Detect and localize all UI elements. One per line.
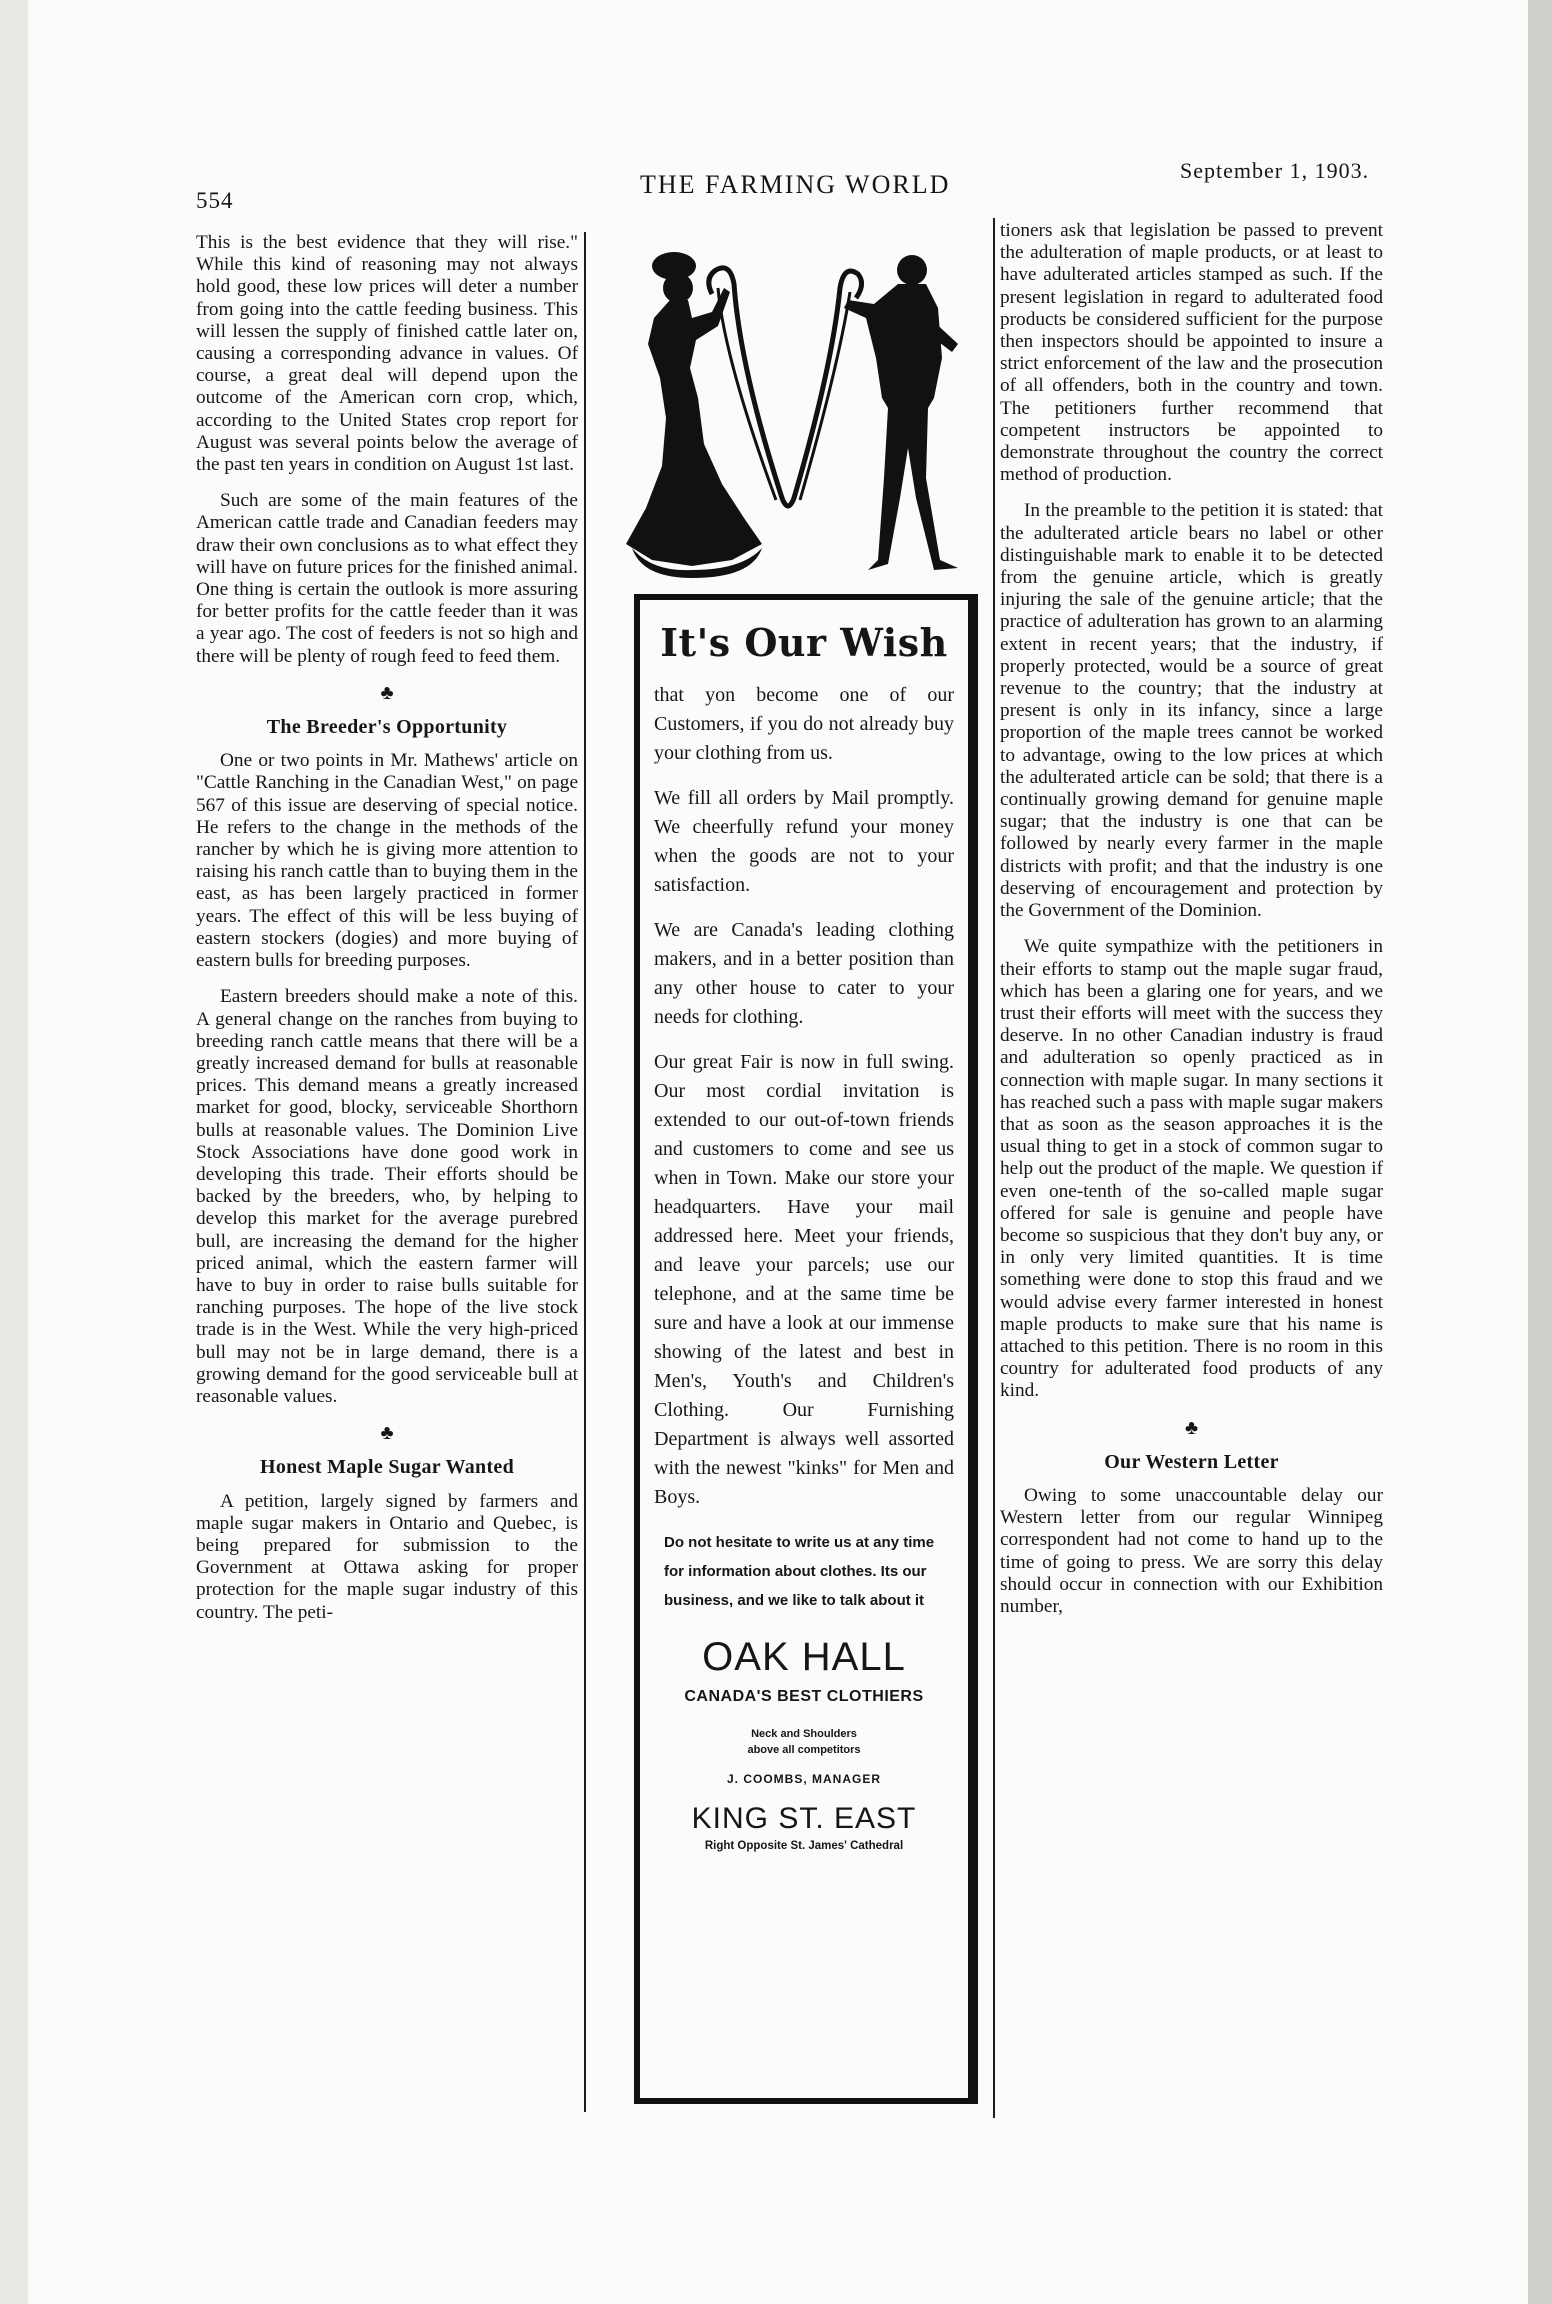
page-number: 554	[196, 188, 234, 213]
left-paragraph-4: Eastern breeders should make a note of this. A general change on the ranches from buying to breeding ranch cattle means that there will be a greatly increased demand for bulls at reasonable prices. This demand means a greatly increased market for good, blocky, serviceable Shorthorn bulls at reasonable values. The Dominion Live Stock Associations have done good work in developing this trade. Their efforts should be backed by the breeders, who, by helping to develop this market for the average purebred bull, are increasing the demand for the higher priced animal, which the eastern farmer will have to buy in order to raise bulls suitable for ranching purposes. The hope of the live stock trade is in the West. While the very high-priced bull may not be in large demand, there is a growing demand for the good serviceable bull at reasonable values.	[196, 986, 578, 1407]
left-paragraph-2: Such are some of the main features of the American cattle trade and Canadian feeders may draw their own conclusions as to what effect they will have on future prices for the finished animal. One thing is certain the outlook is more assuring for better profits for the cattle feeder than it was a year ago. The cost of feeders is not so high and there will be plenty of rough feed to feed them.	[196, 490, 578, 667]
store-address: KING ST. EAST	[691, 1802, 917, 1835]
column-rule-right	[993, 218, 995, 2118]
left-column	[196, 232, 578, 1638]
left-paragraph-3: One or two points in Mr. Mathews' article on "Cattle Ranching in the Canadian West," on page 567 of this issue are deserving of special notice. He refers to the change in the methods of the rancher by which he is giving more attention to raising his ranch cattle than to buying them in the east, as has been largely practiced in former years. The effect of this will be less buying of eastern stockers (dogies) and more buying of eastern bulls for breeding purposes.	[196, 750, 578, 972]
ad-paragraph-4: Our great Fair is now in full swing. Our most cordial invitation is extended to our out-of-town friends and customers to come and see us when in Town. Make our store your headquarters. Have your mail addressed here. Meet your friends, and leave your parcels; use our telephone, and at the same time be sure and have a look at our immense showing of the latest and best in Men's, Youth's and Children's Clothing. Our Furnishing Department is always well assorted with the newest "kinks" for Men and Boys.	[654, 1051, 954, 1508]
maple-sugar-heading: Honest Maple Sugar Wanted	[259, 1456, 514, 1479]
left-paragraph-1: This is the best evidence that they will rise." While this kind of reasoning may not always hold good, these low prices will deter a number from going into the cattle feeding business. This will lessen the supply of finished cattle later on, causing a corresponding advance in values. Of course, a great deal will depend upon the outcome of the American corn crop, which, according to the United States crop report for August was several points below the average of the past ten years in condition on August 1st last.	[196, 232, 578, 476]
right-paragraph-4: Owing to some unaccountable delay our Western letter from our regular Winnipeg correspondent had not come to hand up to the time of going to press. We are sorry this delay should occur in connection with our Exhibition number,	[1000, 1484, 1383, 1617]
right-paragraph-2: In the preamble to the petition it is stated: that the adulterated article bears no label or other distinguishable mark to enable it to be detected from the genuine article, which is greatly injuring the sale of the genuine article; that the practice of adulteration has grown to an alarming extent in recent years; that the industry, if properly protected, would be a source of great revenue to the country; that the industry at present is only in its infancy, since a large proportion of the maple trees cannot be worked to advantage, owing to the low prices at which the adulterated article can be sold; that there is a continually growing demand for genuine maple sugar; that the industry is one that can be followed by nearly every farmer in the maple districts with profit; and that the industry is one deserving of encouragement and protection by the Government of the Dominion.	[1000, 500, 1383, 922]
left-paragraph-5: A petition, largely signed by farmers and maple sugar makers in Ontario and Quebec, is being prepared for submission to the Government at Ottawa asking for proper protection for the maple sugar industry of this country. The peti-	[196, 1490, 578, 1623]
ad-paragraph-1: that yon become one of our Customers, if you do not already buy your clothing from us.	[654, 684, 954, 764]
breeders-opportunity-heading: The Breeder's Opportunity	[266, 716, 508, 739]
ad-small-note: Do not hesitate to write us at any time for information about clothes. Its our business, and we like to talk about it	[664, 1534, 935, 1609]
right-paragraph-3: We quite sympathize with the petitioners in their efforts to stamp out the maple sugar fraud, which has been a glaring one for years, and we trust their efforts will meet with the success they deserve. In no other Canadian industry is fraud and adulteration so openly practiced as in connection with maple sugar. In many sections it has reached such a pass with maple sugar makers that as soon as the season approaches it is the usual thing to get in a stock of common sugar to help out the product of the maple. We question if even one-tenth of the so-called maple sugar offered for sale is genuine and people have become so suspicious that they don't buy any, or in only very limited quantities. It is time something were done to stop this fraud and we would advise every farmer interested in honest maple products to make sure that his name is attached to this petition. There is no room in this country for adulterated food products of any kind.	[1000, 936, 1383, 1402]
store-manager: J. COOMBS, MANAGER	[726, 1772, 881, 1786]
ornament-icon: ♣	[380, 681, 394, 704]
ornament-icon: ♣	[380, 1422, 394, 1445]
journal-title: THE FARMING WORLD	[640, 170, 951, 199]
issue-date: September 1, 1903.	[1180, 158, 1370, 183]
ornament-icon: ♣	[1184, 1416, 1199, 1439]
ad-paragraph-3: We are Canada's leading clothing makers, and in a better position than any other house to cater to your needs for clothing.	[654, 919, 954, 1028]
ad-headline: It's Our Wish	[660, 620, 948, 665]
column-rule-left	[584, 232, 586, 2112]
dancing-couple-illustration	[612, 248, 972, 580]
western-letter-heading: Our Western Letter	[1104, 1450, 1279, 1473]
store-name: OAK HALL	[702, 1635, 906, 1679]
right-column	[1000, 220, 1383, 1632]
oak-hall-advertisement	[634, 594, 974, 2104]
slogan-line-2: above all competitors	[747, 1744, 861, 1756]
store-address-sub: Right Opposite St. James' Cathedral	[704, 1840, 904, 1852]
right-paragraph-1: tioners ask that legislation be passed to prevent the adulteration of maple products, or at least to have adulterated articles stamped as such. If the present legislation in regard to adulterated food products be considered sufficient for the purpose then inspectors should be appointed to insure a strict enforcement of the law and the prosecution of all offenders, both in the country and town. The petitioners further recommend that competent instructors be appointed to demonstrate throughout the country the correct method of production.	[1000, 220, 1383, 486]
store-tagline: CANADA'S BEST CLOTHIERS	[684, 1688, 924, 1705]
ad-paragraph-2: We fill all orders by Mail promptly. We cheerfully refund your money when the goods are not to your satisfaction.	[654, 787, 954, 896]
slogan-line-1: Neck and Shoulders	[751, 1728, 857, 1740]
